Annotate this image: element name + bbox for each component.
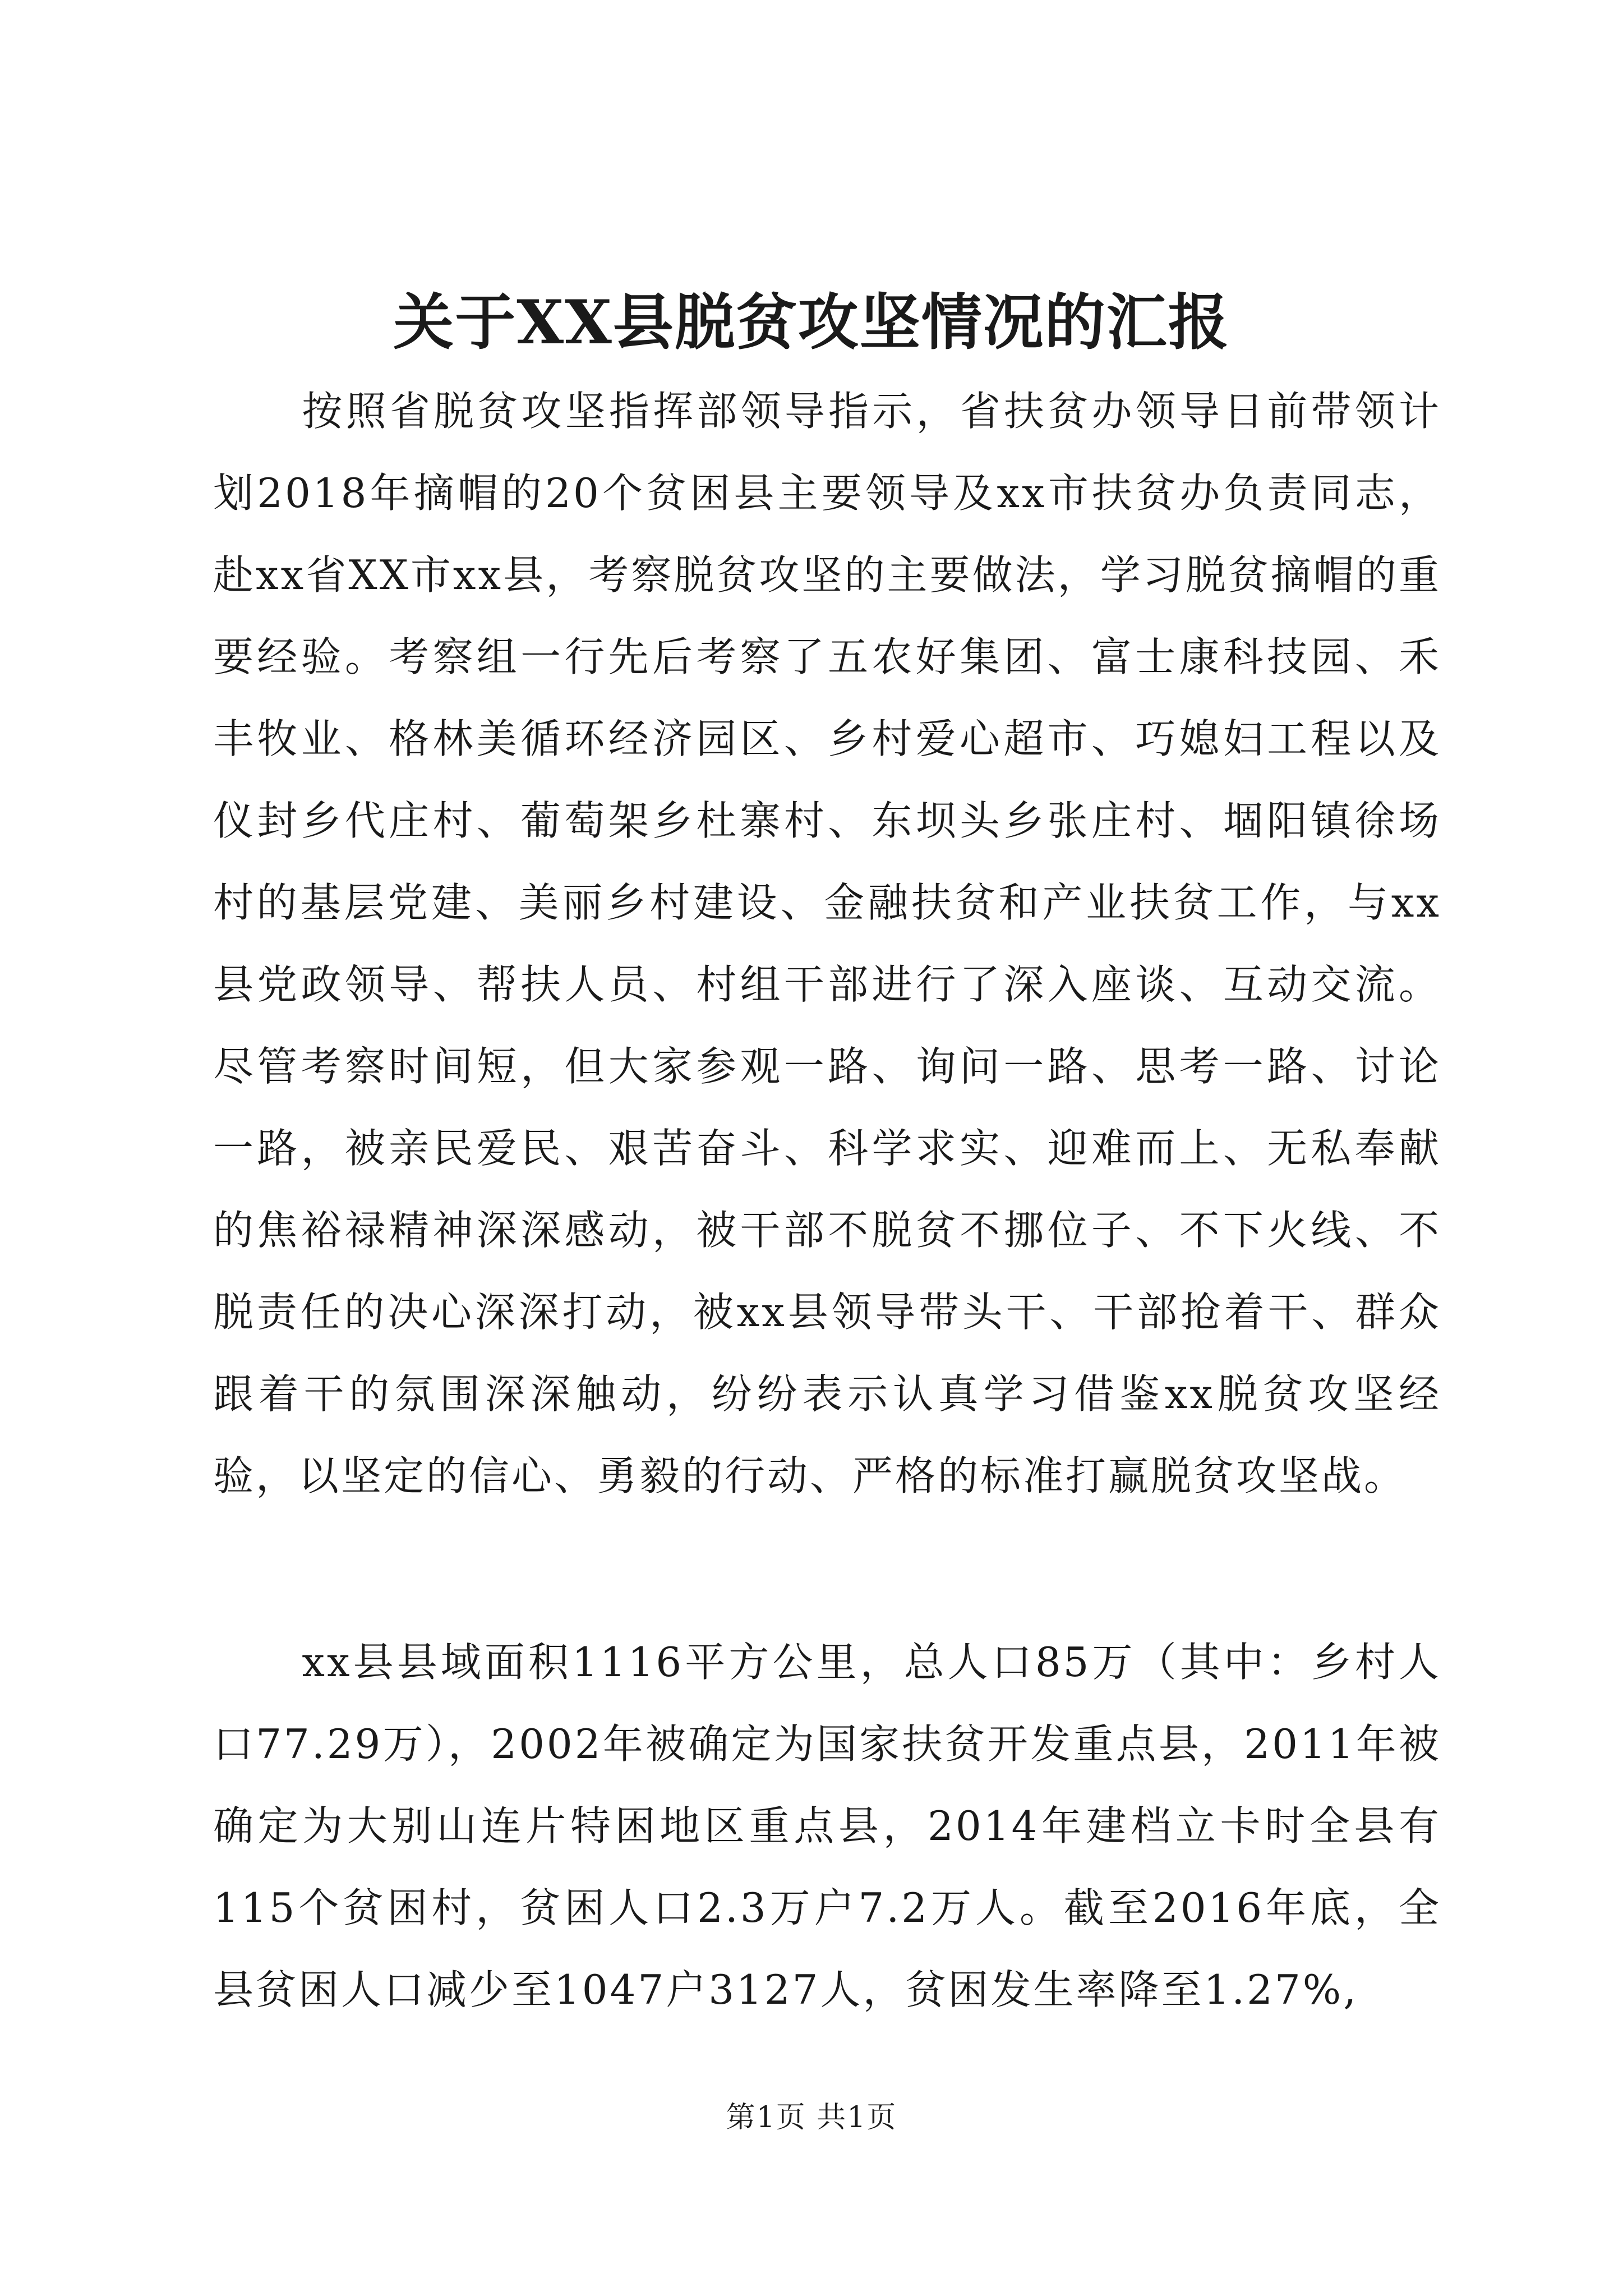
- paragraph-1: 按照省脱贫攻坚指挥部领导指示，省扶贫办领导日前带领计划2018年摘帽的20个贫困县主要领导及xx市扶贫办负责同志，赴xx省XX市xx县，考察脱贫攻坚的主要做法，学习脱贫摘帽的重要经验。考察组一行先后考察了五农好集团、富士康科技园、禾丰牧业、格林美循环经济园区、乡村爱心超市、巧媳妇工程以及仪封乡代庄村、葡萄架乡杜寨村、东坝头乡张庄村、堌阳镇徐场村的基层党建、美丽乡村建设、金融扶贫和产业扶贫工作，与xx县党政领导、帮扶人员、村组干部进行了深入座谈、互动交流。尽管考察时间短，但大家参观一路、询问一路、思考一路、讨论一路，被亲民爱民、艰苦奋斗、科学求实、迎难而上、无私奉献的焦裕禄精神深深感动，被干部不脱贫不挪位子、不下火线、不脱责任的决心深深打动，被xx县领导带头干、干部抢着干、群众跟着干的氛围深深触动，纷纷表示认真学习借鉴xx脱贫攻坚经验，以坚定的信心、勇毅的行动、严格的标准打赢脱贫攻坚战。: [213, 388, 1441, 1499]
- page-number-footer: 第1页 共1页: [726, 2101, 897, 2134]
- document-title: 关于XX县脱贫攻坚情况的汇报: [393, 287, 1230, 358]
- paragraph-2: xx县县域面积1116平方公里，总人口85万（其中：乡村人口77.29万），2002年被确定为国家扶贫开发重点县，2011年被确定为大别山连片特困地区重点县，2014年建档立卡时全县有115个贫困村，贫困人口2.3万户7.2万人。截至2016年底，全县贫困人口减少至1047户3127人，贫困发生率降至1.27%,: [213, 1639, 1441, 2013]
